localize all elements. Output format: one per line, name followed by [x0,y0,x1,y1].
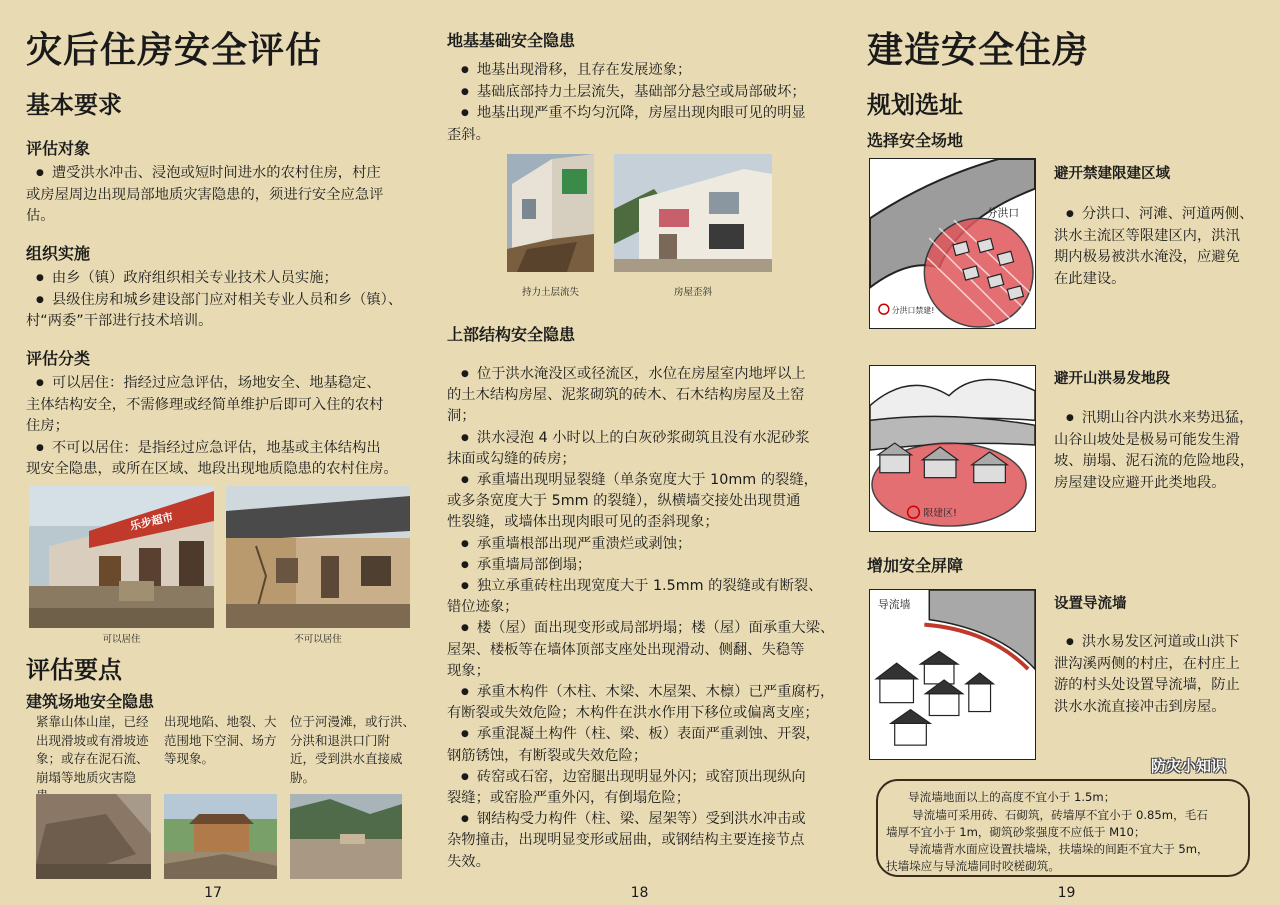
structure-hazard-line [447,640,842,661]
heading-add-barrier: 增加安全屏障 [867,556,964,575]
tips-title: 防灾小知识 [1151,757,1227,775]
tip-line: 墙厚不宜小于 1m，砌筑砂浆强度不应低于 M10； [886,825,1146,839]
illustration-label-diversion-wall: 导流墙 [877,597,911,611]
caption-unlivable: 不可以居住 [294,634,342,645]
structure-hazard-line [447,470,842,491]
structure-hazard-text: 位于洪水淹没区或径流区，水位在房屋室内地坪以上 [476,366,806,382]
structure-hazard-text: 抹面或勾缝的砖房； [447,450,576,467]
tip-line: 扶墙垛应与导流墙同时咬槎砌筑。 [886,859,1060,873]
bullet-icon [461,536,477,552]
structure-hazard-text: 裂缝；或窑脸严重外闪，有倒塌危险； [447,790,691,807]
list-structure-hazards [447,364,842,873]
structure-hazard-line [447,364,842,385]
shop-sign-text: 乐步超市 [128,510,175,533]
paragraph-organization: ● 由乡（镇）政府组织相关专业技术人员实施； ● 县级住房和城乡建设部门应对相关专业人员和乡（镇）、 村“两委”干部进行技术培训。 [26,268,421,333]
structure-hazard-line [447,661,842,682]
structure-hazard-text: 承重木构件（木柱、木梁、木屋架、木檩）已严重腐朽， [476,684,835,701]
illustration-diversion-wall [869,589,1036,760]
photo-landslide [36,794,151,879]
photo-livable-house [29,486,214,628]
bullet-icon [461,620,477,636]
section-heading-basic: 基本要求 [26,91,122,119]
page-number: 18 [630,885,649,901]
structure-hazard-line [447,852,842,873]
illustration-restricted-zone [869,158,1036,329]
page-17 [0,0,426,905]
structure-hazard-line [447,555,842,576]
bullet-icon [461,684,477,700]
illustration-sign-no-build: 分洪口禁建! [891,306,935,316]
structure-hazard-line [447,746,842,767]
structure-hazard-line [447,576,842,597]
page-number: 19 [1057,885,1076,901]
paragraph-assessment-target: ● 遭受洪水冲击、浸泡或短时间进水的农村住房，村庄 或房屋周边出现局部地质灾害隐患的，须进行安全应急评 估。 [26,163,421,228]
structure-hazard-line [447,512,842,533]
section-heading-site-planning: 规划选址 [867,91,963,119]
paragraph-classification: ● 可以居住：指经过应急评估，场地安全、地基稳定、 主体结构安全，不需修理或经简单维护后即可入住的农村 住房； ● 不可以居住：是指经过应急评估，地基或主体结构出 现安全隐患，或所在区域、地段出现地质隐患的农村住房。 [26,373,421,481]
bullet-icon [461,726,477,742]
bullet-icon [461,769,477,785]
hazard-text-cliff: 紧靠山体山崖，已经 出现滑坡或有滑坡迹 象；或存在泥石流、 崩塌等地质灾害隐 [36,714,149,785]
section-heading-key-points: 评估要点 [26,656,122,684]
caption-livable: 可以居住 [102,634,141,645]
bullet-icon [461,472,477,488]
structure-hazard-line [447,597,842,618]
heading-organization: 组织实施 [26,244,91,263]
page-number: 17 [204,885,222,901]
illustration-label-flood-outlet: 分洪口 [986,206,1020,220]
photo-floodplain [290,794,402,879]
heading-choose-safe-site: 选择安全场地 [867,131,964,150]
bullet-icon [461,366,477,382]
structure-hazard-line [447,830,842,851]
structure-hazard-text: 杂物撞击，出现明显变形或屈曲，或钢结构主要连接节点 [447,832,805,849]
caption-tilted-house: 房屋歪斜 [673,287,712,298]
structure-hazard-text: 钢筋锈蚀，有断裂或失效危险； [447,747,648,764]
structure-hazard-text: 洞； [447,408,476,425]
structure-hazard-line [447,491,842,512]
photo-ground-collapse [164,794,277,879]
heading-diversion-wall: 设置导流墙 [1054,596,1127,612]
photo-soil-loss [507,154,594,272]
tip-line: 导流墙背水面应设置扶墙垛，扶墙垛的间距不宜大于 5m， [908,842,1209,856]
structure-hazard-text: 现象； [447,662,490,679]
structure-hazard-text: 错位迹象； [447,599,519,616]
page-18 [426,0,853,905]
structure-hazard-line [447,618,842,639]
paragraph-avoid-flash-flood: ● 汛期山谷内洪水来势迅猛， 山谷山坡处是极易可能发生滑 坡、崩塌、泥石流的危险地段， 房屋建设应避开此类地段。 [1054,408,1269,494]
caption-soil-loss: 持力土层流失 [521,287,579,298]
structure-hazard-line [447,724,842,745]
structure-hazard-text: 承重墙根部出现严重溃烂或剥蚀； [476,535,692,552]
structure-hazard-text: 性裂缝，或墙体出现肉眼可见的歪斜现象； [447,514,719,531]
structure-hazard-text: 承重墙出现明显裂缝（单条宽度大于 10mm 的裂缝， [476,472,818,489]
structure-hazard-line [447,385,842,406]
tip-line: 导流墙可采用砖、石砌筑，砖墙厚不宜小于 0.85m，毛石 [912,808,1208,822]
paragraph-diversion-wall: ● 洪水易发区河道或山洪下 泄沟溪两侧的村庄，在村庄上 游的村头处设置导流墙，防止 洪水水流直接冲击到房屋。 [1054,632,1269,718]
structure-hazard-text: 钢结构受力构件（柱、梁、屋架等）受到洪水冲击或 [476,811,806,828]
structure-hazard-line [447,703,842,724]
structure-hazard-text: 独立承重砖柱出现宽度大于 1.5mm 的裂缝或有断裂、 [476,578,823,595]
heading-avoid-flash-flood: 避开山洪易发地段 [1054,371,1170,387]
structure-hazard-text: 承重混凝土构件（柱、梁、板）表面严重剥蚀、开裂， [476,726,820,743]
illustration-mountain-flood [869,365,1036,532]
heading-assessment-target: 评估对象 [26,139,91,158]
heading-site-hazards: 建筑场地安全隐患 [26,692,155,711]
bullet-icon [461,811,477,827]
list-foundation-hazards: ● 地基出现滑移，且存在发展迹象； ● 基础底部持力土层流失，基础部分悬空或局部破坏； ● 地基出现严重不均匀沉降，房屋出现肉眼可见的明显 歪斜。 [447,60,842,146]
hazard-text-floodplain: 位于河漫滩，或行洪、 分洪和退洪口门附 近，受到洪水直接威 胁。 [290,714,416,785]
structure-hazard-line [447,406,842,427]
structure-hazard-text: 承重墙局部倒塌； [476,556,592,573]
hazard-text-subsidence: 出现地陷、地裂、大 范围地下空洞、场方 等现象。 [164,714,277,766]
page-19 [853,0,1280,905]
structure-hazard-text: 失效。 [447,853,490,870]
bullet-icon [461,430,477,446]
structure-hazard-text: 的土木结构房屋、泥浆砌筑的砖木、石木结构房屋及土窑 [447,387,805,404]
heading-structure-hazards: 上部结构安全隐患 [447,325,576,344]
page-title: 灾后住房安全评估 [26,30,323,71]
structure-hazard-line [447,809,842,830]
structure-hazard-text: 洪水浸泡 4 小时以上的白灰砂浆砌筑且没有水泥砂浆 [476,429,810,446]
structure-hazard-text: 有断裂或失效危险；木构件在洪水作用下移位或偏离支座； [447,705,819,722]
structure-hazard-text: 砖窑或石窑，边窑腿出现明显外闪；或窑顶出现纵向 [476,768,806,785]
photo-tilted-house [614,154,772,272]
heading-classification: 评估分类 [26,349,91,368]
tip-line: 导流墙地面以上的高度不宜小于 1.5m； [908,790,1116,804]
page-title: 建造安全住房 [867,30,1090,71]
structure-hazard-line [447,449,842,470]
photo-unlivable-house [226,486,410,628]
structure-hazard-line [447,767,842,788]
bullet-icon [461,557,477,573]
structure-hazard-line [447,428,842,449]
tips-box [876,779,1250,877]
structure-hazard-text: 屋架、楼板等在墙体顶部支座处出现滑动、侧翻、失稳等 [447,641,805,658]
heading-foundation-hazards: 地基基础安全隐患 [447,31,576,50]
structure-hazard-line [447,788,842,809]
structure-hazard-text: 楼（屋）面出现变形或局部坍塌；楼（屋）面承重大梁、 [476,620,835,637]
illustration-sign-restricted: 限建区! [923,508,957,520]
structure-hazard-line [447,534,842,555]
heading-avoid-restricted: 避开禁建限建区域 [1054,166,1170,182]
bullet-icon [461,578,477,594]
paragraph-avoid-restricted: ● 分洪口、河滩、河道两侧、 洪水主流区等限建区内，洪汛 期内极易被洪水淹没，应避免 在此建设。 [1054,204,1269,290]
structure-hazard-line [447,682,842,703]
structure-hazard-text: 或多条宽度大于 5mm 的裂缝），纵横墙交接处出现贯通 [447,493,801,510]
